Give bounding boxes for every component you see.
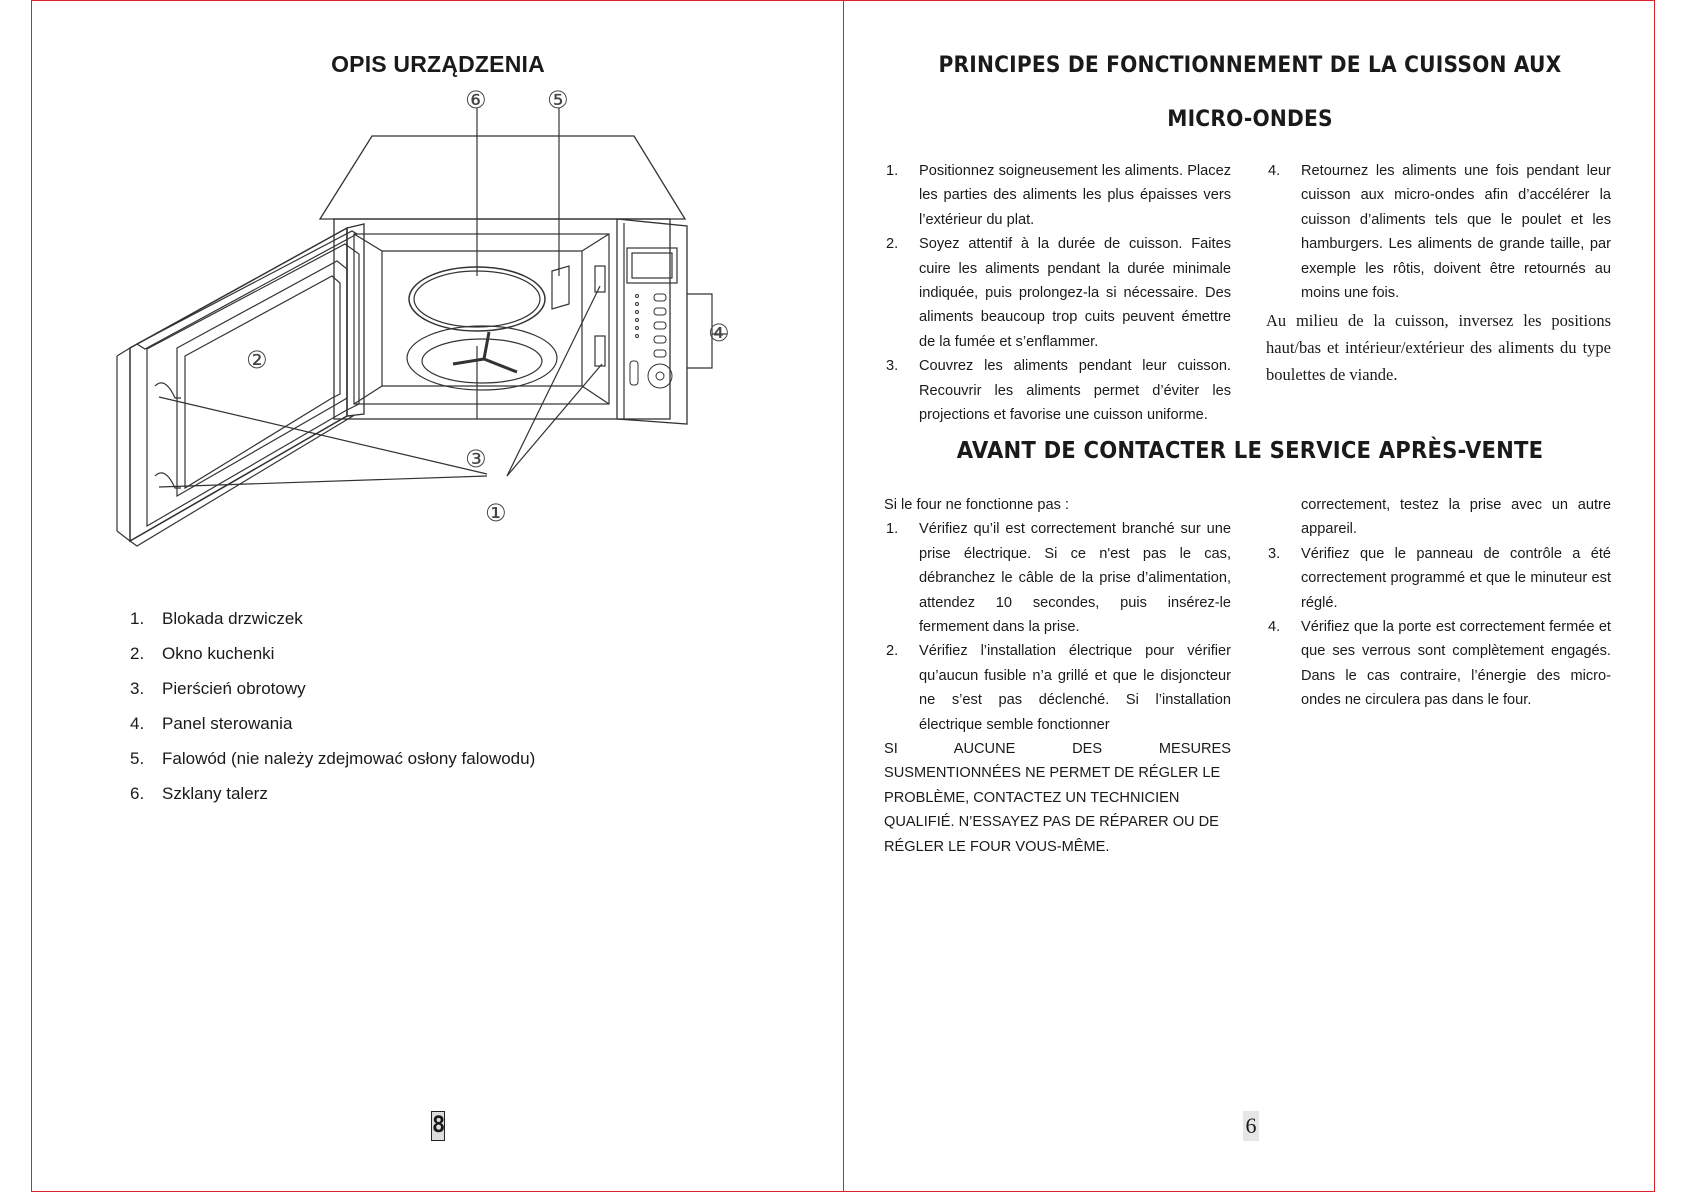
warning-text: SUSMENTIONNÉES NE PERMET DE RÉGLER LE PROBLÈME, CONTACTEZ UN TECHNICIEN QUALIFIÉ. N’ESSAYEZ PAS DE RÉPARER OU DE RÉGLER LE FOUR VOUS-MÊME. (884, 765, 1221, 855)
service-column-1 (884, 493, 1231, 859)
section-title-line2: MICRO-ONDES (1167, 107, 1333, 132)
warning-line1: SI AUCUNE DES MESURES (884, 741, 1231, 758)
principles-note: Au milieu de la cuisson, inversez les positions haut/bas et intérieur/extérieur des aliments du type boulettes de viande. (1266, 311, 1611, 385)
list-item: 2. Vérifiez l’installation électrique pour vérifier qu’aucun fusible n’a grillé et que le disjoncteur ne s’est pas déclenché. Si l’installation électrique semble fonctionner (886, 643, 1231, 733)
service-title: AVANT DE CONTACTER LE SERVICE APRÈS-VENTE (956, 438, 1544, 464)
callout-6: ⑥ (465, 86, 487, 114)
microwave-diagram (97, 86, 797, 566)
service-column-2 (1266, 493, 1611, 713)
list-item: 2. Okno kuchenki (130, 644, 275, 663)
callout-1: ① (485, 499, 507, 527)
list-item: 4. Panel sterowania (130, 714, 293, 733)
list-item: 3. Pierścień obrotowy (130, 679, 306, 698)
left-page-title: OPIS URZĄDZENIA (331, 51, 545, 77)
list-item: 1. Positionnez soigneusement les aliments. Placez les parties des aliments les plus épaisses vers l’extérieur du plat. (886, 163, 1231, 228)
list-item: 2. Soyez attentif à la durée de cuisson. Faites cuire les aliments pendant la durée minimale indiquée, puis prolongez-la si nécessaire. Des aliments beaucoup trop cuits peuvent émettre de la fumée et s’enflammer. (886, 236, 1231, 350)
callout-4: ④ (708, 319, 730, 347)
list-item: 1. Blokada drzwiczek (130, 609, 303, 628)
section-title: PRINCIPES DE FONCTIONNEMENT DE LA CUISSON AUX (938, 53, 1562, 78)
list-item: 4. Retournez les aliments une fois pendant leur cuisson aux micro-ondes afin d’accélérer la cuisson d’aliments tels que le poulet et les hamburgers. Les aliments de grande taille, par exemple les rôtis, doivent être retournés au moins une fois. (1268, 163, 1611, 302)
left-page (31, 0, 843, 1192)
list-item: 5. Falowód (nie należy zdejmować osłony falowodu) (130, 749, 536, 768)
list-item: 6. Szklany talerz (130, 784, 268, 803)
service-intro: Si le four ne fonctionne pas : (884, 497, 1069, 513)
parts-list (130, 609, 535, 819)
list-item: 4. Vérifiez que la porte est correctement fermée et que ses verrous sont complètement engagés. Dans le cas contraire, l’énergie des micro-ondes ne circulera pas dans le four. (1268, 619, 1611, 709)
callout-2: ② (246, 346, 268, 374)
right-page (843, 0, 1655, 1192)
list-item: 1. Vérifiez qu’il est correctement branché sur une prise électrique. Si ce n'est pas le cas, débranchez le câble de la prise d’alimentation, attendez 10 secondes, puis insérez-le fermement dans la prise. (886, 521, 1231, 636)
page-number: 8 (431, 1111, 445, 1141)
list-item: correctement, testez la prise avec un autre appareil. (1301, 497, 1611, 538)
principles-column-2 (1266, 159, 1611, 388)
callout-3: ③ (465, 445, 487, 473)
callout-5: ⑤ (547, 86, 569, 114)
page-number: 6 (1243, 1111, 1259, 1141)
principles-column-1 (884, 159, 1231, 427)
list-item: 3. Vérifiez que le panneau de contrôle a été correctement programmé et que le minuteur est réglé. (1268, 545, 1611, 611)
list-item: 3. Couvrez les aliments pendant leur cuisson. Recouvrir les aliments permet d’éviter les projections et favorise une cuisson uniforme. (886, 358, 1231, 424)
